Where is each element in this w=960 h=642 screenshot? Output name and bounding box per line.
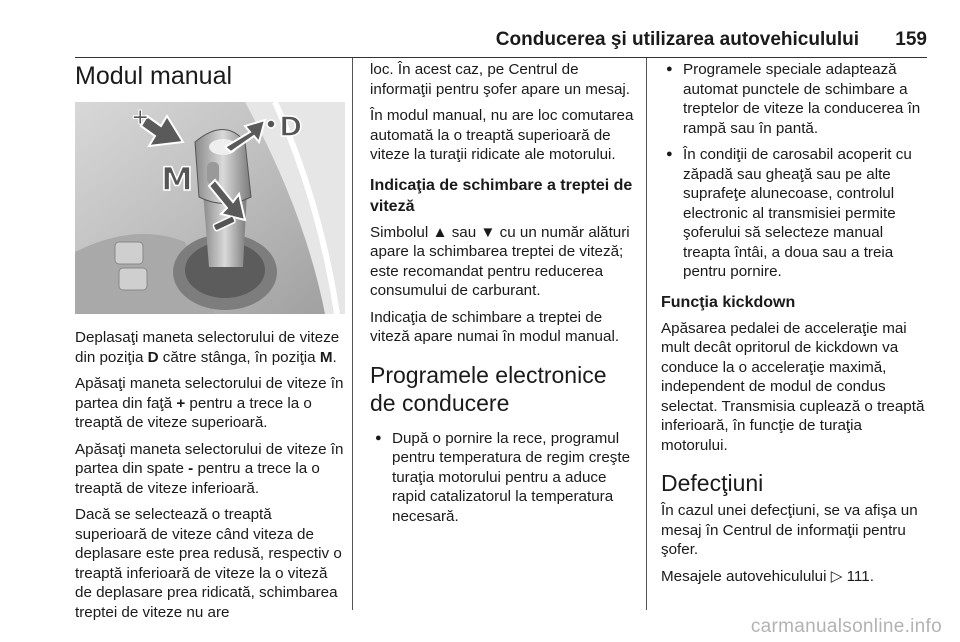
column-2 [370, 60, 638, 534]
subheading-shift-indication: Indicaţia de schimbare a treptei de viteză [370, 176, 633, 215]
paragraph: Apăsaţi maneta selectorului de viteze în partea din faţă + pentru a trece la o treaptă de viteze superioară. [75, 375, 344, 431]
section-heading-electronic-programs: Programele electronice de conducere [370, 361, 607, 416]
column-divider [352, 58, 353, 610]
page-header [75, 26, 927, 56]
paragraph: În modul manual, nu are loc comutarea automată la o treaptă superioară de viteze la turaţii ridicate ale motorului. [370, 107, 634, 163]
paragraph: Apăsarea pedalei de acceleraţie mai mult decât opritorul de kickdown va conduce la o acceleraţie maximă, independent de modul de condus selectat. Transmisia cuplează o treaptă inferioară, în funcţie de turaţia motorului. [661, 319, 925, 454]
bullet-list [370, 429, 638, 527]
paragraph: În cazul unei defecţiuni, se va afişa un mesaj în Centrul de informaţii pentru şofer. [661, 502, 918, 558]
list-item: ● După o pornire la rece, programul pentru temperatura de regim creşte turaţia motorului pentru a aduce rapid catalizatorul la temperatura necesară. [370, 429, 638, 527]
section-heading-manual-mode: Modul manual [75, 62, 233, 90]
svg-text:D: D [279, 110, 303, 143]
paragraph: Simbolul ▲ sau ▼ cu un număr alături apare la schimbarea treptei de viteză; este recomandat pentru reducerea consumului de carburant. [370, 223, 630, 299]
list-item: ● Programele speciale adaptează automat punctele de schimbare a treptelor de viteze la conducerea în rampă sau în pantă. [661, 60, 930, 138]
list-item: ● În condiţii de carosabil acoperit cu zăpadă sau gheaţă sau pe alte suprafeţe alunecoase, controlul electronic al transmisiei permite şoferului să selecteze manual treapta întâi, a doua sau a treia pentru pornire. [661, 145, 930, 282]
header-rule [75, 57, 927, 58]
paragraph: loc. În acest caz, pe Centrul de informaţii pentru şofer apare un mesaj. [370, 61, 631, 98]
section-heading-faults: Defecţiuni [661, 470, 764, 496]
paragraph: Deplasaţi maneta selectorului de viteze din poziţia D către stânga, în poziţia M. [75, 329, 340, 366]
paragraph: Dacă se selectează o treaptă superioară de viteze când viteza de deplasare este prea redusă, respectiv o treaptă inferioară de viteze la o viteză de deplasare prea ridicată, schimbarea treptei de viteze nu are [75, 506, 342, 621]
subheading-kickdown: Funcţia kickdown [661, 293, 796, 311]
column-divider [646, 58, 647, 610]
watermark: carmanualsonline.info [750, 616, 942, 637]
paragraph: Indicaţia de schimbare a treptei de viteză apare numai în modul manual. [370, 308, 620, 345]
paragraph: Apăsaţi maneta selectorului de viteze în partea din spate - pentru a trece la o treaptă de viteze inferioară. [75, 440, 344, 497]
paragraph-vehicle-messages: Mesajele autovehiculului ▷ 111. [661, 567, 874, 585]
bullet-list [661, 60, 930, 282]
chapter-title: Conducerea şi utilizarea autovehiculului [495, 29, 859, 50]
page-reference-triangle-icon[interactable]: ▷ [830, 567, 843, 585]
column-1 [75, 60, 345, 629]
page-number: 159 [895, 29, 927, 50]
gear-selector-illustration [75, 102, 345, 314]
svg-text:+: + [131, 105, 150, 130]
m-label-icon [161, 160, 193, 198]
page-reference-link[interactable]: 111. [842, 567, 874, 585]
svg-text:M: M [161, 160, 193, 198]
column-3 [661, 60, 930, 593]
